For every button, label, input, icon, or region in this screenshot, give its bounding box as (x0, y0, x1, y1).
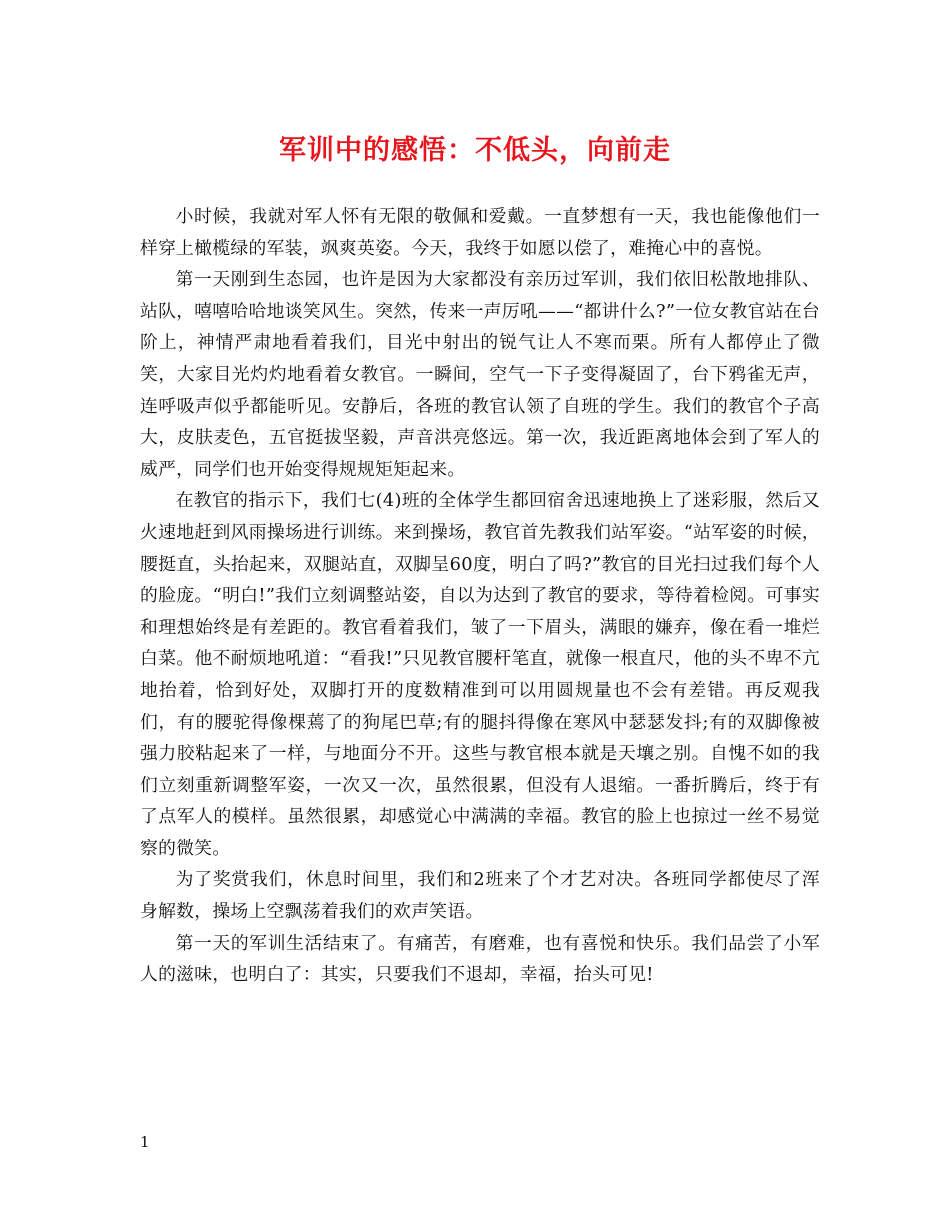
document-title: 军训中的感悟：不低头，向前走 (279, 135, 671, 166)
paragraph-5: 第一天的军训生活结束了。有痛苦，有磨难，也有喜悦和快乐。我们品尝了小军人的滋味，也明白了：其实，只要我们不退却，幸福，抬头可见! (140, 932, 820, 986)
document-body (140, 201, 820, 991)
page-number: 1 (140, 1133, 150, 1151)
paragraph-1: 小时候，我就对军人怀有无限的敬佩和爱戴。一直梦想有一天，我也能像他们一样穿上橄榄绿的军装，飒爽英姿。今天，我终于如愿以偿了，难掩心中的喜悦。 (140, 206, 820, 259)
paragraph-4: 为了奖赏我们，休息时间里，我们和2班来了个才艺对决。各班同学都使尽了浑身解数，操场上空飘荡着我们的欢声笑语。 (140, 869, 820, 923)
paragraph-2: 第一天刚到生态园，也许是因为大家都没有亲历过军训，我们依旧松散地排队、站队，嘻嘻哈哈地谈笑风生。突然，传来一声厉吼——“都讲什么?”一位女教官站在台阶上，神情严肃地看着我们，目光中射出的锐气让人不寒而栗。所有人都停止了微笑，大家目光灼灼地看着女教官。一瞬间，空气一下子变得凝固了，台下鸦雀无声，连呼吸声似乎都能听见。安静后，各班的教官认领了自班的学生。我们的教官个子高大，皮肤麦色，五官挺拔坚毅，声音洪亮悠远。第一次，我近距离地体会到了军人的威严，同学们也开始变得规规矩矩起来。 (140, 269, 820, 480)
paragraph-3: 在教官的指示下，我们七(4)班的全体学生都回宿舍迅速地换上了迷彩服，然后又火速地赶到风雨操场进行训练。来到操场，教官首先教我们站军姿。“站军姿的时候，腰挺直，头抬起来，双腿站直，双脚呈60度，明白了吗?”教官的目光扫过我们每个人的脸庞。“明白!”我们立刻调整站姿，自以为达到了教官的要求，等待着检阅。可事实和理想始终是有差距的。教官看着我们，皱了一下眉头，满眼的嫌弃，像在看一堆烂白菜。他不耐烦地吼道：“看我!”只见教官腰杆笔直，就像一根直尺，他的头不卑不亢地抬着，恰到好处，双脚打开的度数精准到可以用圆规量也不会有差错。再反观我们，有的腰驼得像棵蔫了的狗尾巴草;有的腿抖得像在寒风中瑟瑟发抖;有的双脚像被强力胶粘起来了一样，与地面分不开。这些与教官根本就是天壤之别。自愧不如的我们立刻重新调整军姿，一次又一次，虽然很累，但没有人退缩。一番折腾后，终于有了点军人的模样。虽然很累，却感觉心中满满的幸福。教官的脸上也掠过一丝不易觉察的微笑。 (140, 490, 820, 859)
